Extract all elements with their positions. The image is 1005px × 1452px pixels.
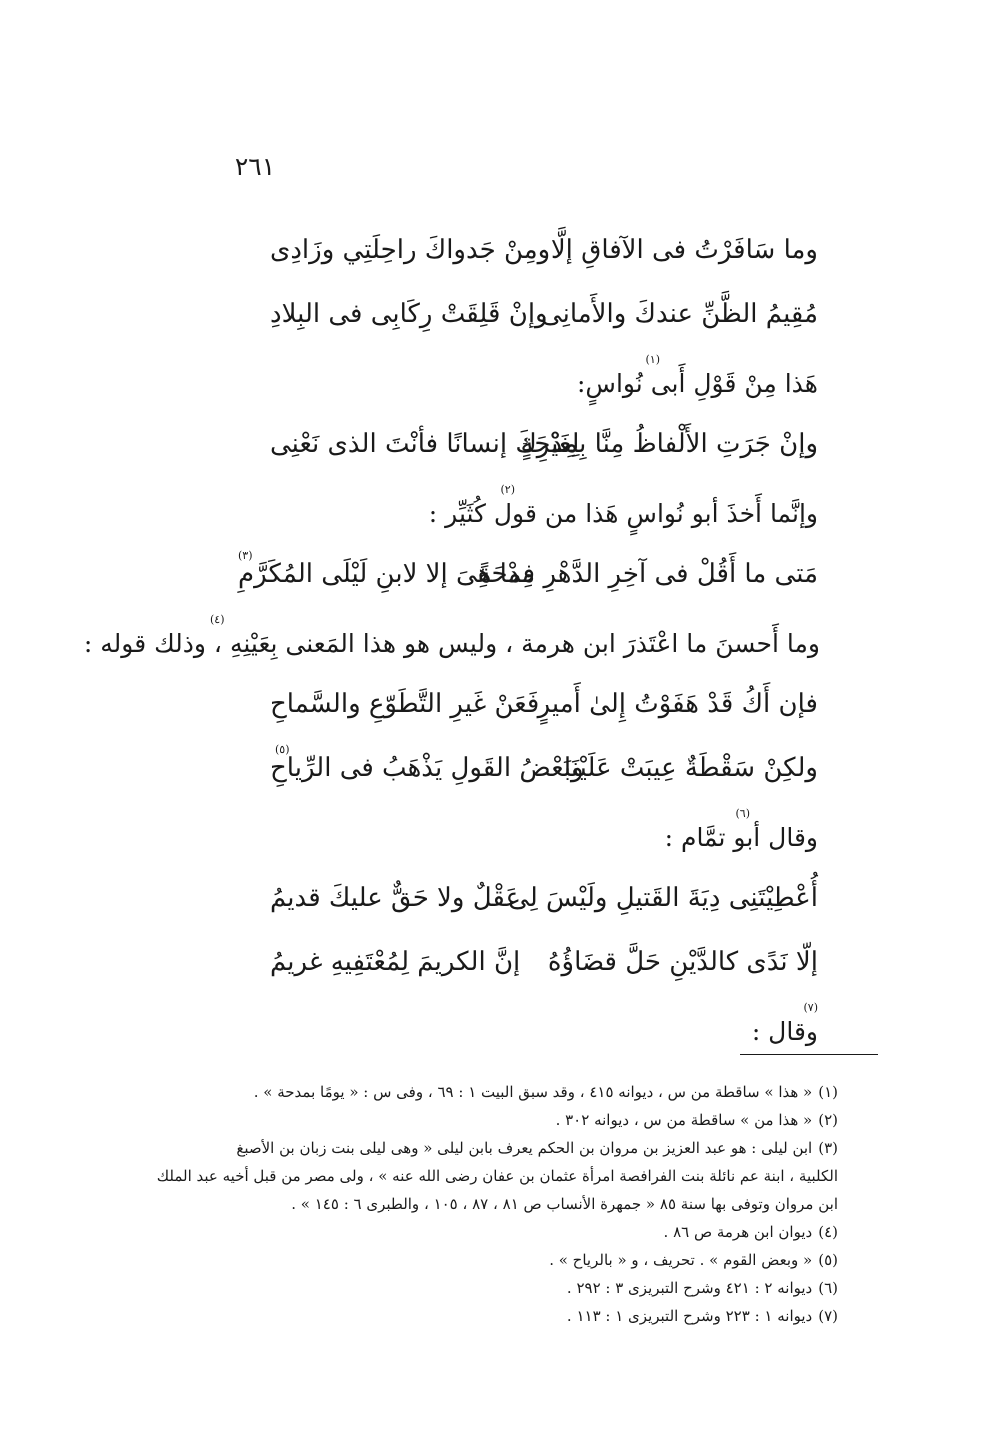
footnote-number: (٧) (818, 1307, 838, 1325)
footnote-text: الكلبية ، ابنة عم نائلة بنت الفرافصة امرأة عثمان بن عفان رضى الله عنه » ، ولى مصر من قبل أخيه عبد الملك (156, 1167, 838, 1185)
verse-second-hemistich: إنَّ الكريمَ لِمُعْتَفِيهِ غريمُ (270, 947, 521, 977)
verse-first-hemistich: إلّا نَدًى كالدَّيْنِ حَلَّ قضَاؤُهُ (547, 947, 818, 977)
prose-line (83, 613, 840, 679)
prose-text: وقال : (751, 1017, 818, 1046)
footnote-text: « وبعض القوم » . تحريف ، و « بالرياح » . (549, 1251, 813, 1269)
footnote-text: « هذا » ساقطة من س ، ديوانه ٤١٥ ، وقد سبق البيت ١ : ٦٩ ، وفى س : « يومًا بمدحة » . (253, 1083, 813, 1101)
verse-second-hemistich: فما هِىَ إلا لابنِ لَيْلَى المُكَرَّمِ (238, 559, 536, 589)
prose-text: هَذا مِنْ قَوْلِ أَبى نُواسٍ: (577, 369, 818, 398)
verse-second-hemistich: عَقْلٌ ولا حَقٌّ عليكَ قديمُ (270, 883, 522, 913)
footnote (165, 1302, 838, 1330)
prose-line (180, 483, 840, 549)
verse-line (180, 937, 840, 1001)
verse-first-hemistich: أُعْطِيْتَنِى دِيَةَ القَتيلِ ولَيْسَ لِى (508, 883, 818, 913)
footnote (165, 1106, 838, 1134)
footnote-number: (١) (818, 1083, 838, 1101)
footnote-marker: (٢) (500, 483, 515, 496)
footnote-number: (٥) (818, 1251, 838, 1269)
footnote-number: (٣) (818, 1139, 838, 1157)
footnote-continuation (156, 1162, 838, 1190)
verse-line (180, 419, 840, 483)
verse-first-hemistich: مَتى ما أَقُلْ فى آخِرِ الدَّهْرِ مِدْحَةً (477, 559, 818, 589)
verse-line (180, 289, 840, 353)
footnote-continuation (165, 1190, 838, 1218)
footnote-text: ديوان ابن هرمة ص ٨٦ . (663, 1223, 813, 1241)
verse-first-hemistich: وإنْ جَرَتِ الأَلْفاظُ مِنَّا بِمِدْحَةٍ (520, 429, 818, 459)
footnote-text: ديوانه ١ : ٢٢٣ وشرح التبريزى ١ : ١١٣ . (566, 1307, 813, 1325)
footnote (165, 1078, 838, 1106)
footnote (165, 1218, 838, 1246)
prose-text: وإنَّما أَخذَ أبو نُواسٍ هَذا من قول كُثَيِّر : (428, 499, 818, 528)
verse-line (180, 873, 840, 937)
footnote-text: ابن ليلى : هو عبد العزيز بن مروان بن الحكم يعرف بابن ليلى « وهى ليلى بنت زبان بن الأصبغ (236, 1139, 813, 1157)
verse-first-hemistich: ولكِنْ سَقْطَةٌ عِيبَتْ عَلَيْنَا (563, 753, 818, 783)
verse-line (180, 225, 840, 289)
verse-first-hemistich: مُقِيمُ الظَّنِّ عندكَ والأَمانِى (540, 299, 818, 329)
footnote (165, 1246, 838, 1274)
verse-line (180, 549, 840, 613)
prose-line (180, 1001, 840, 1067)
page-number: ٢٦١ (234, 152, 276, 181)
footnote-number: (٢) (818, 1111, 838, 1129)
footnote-text: « هذا من » ساقطة من س ، ديوانه ٣٠٢ . (555, 1111, 813, 1129)
verse-second-hemistich: وإنْ قَلِقَتْ رِكَابِى فى البِلادِ (270, 299, 548, 329)
verse-first-hemistich: فإن أَكُ قَدْ هَفَوْتُ إِلىٰ أَميرٍ (537, 689, 818, 719)
footnote-marker: (٦) (735, 807, 750, 820)
footnotes (156, 1078, 838, 1330)
footnote-text: ديوانه ٢ : ٤٢١ وشرح التبريزى ٣ : ٢٩٢ . (566, 1279, 813, 1297)
verse-second-hemistich: وبَعْضُ القَولِ يَذْهَبُ فى الرِّياحِ (270, 753, 584, 783)
footnote-marker: (١) (645, 353, 660, 366)
footnote-separator (740, 1054, 878, 1055)
footnote-marker: (٤) (210, 613, 225, 626)
verse-line (180, 679, 840, 743)
footnote-number: (٦) (818, 1279, 838, 1297)
footnote-marker: (٥) (275, 743, 290, 756)
main-text (83, 225, 840, 1067)
footnote-marker: (٧) (803, 1001, 818, 1014)
footnote (165, 1134, 838, 1162)
verse-first-hemistich: وما سَافَرْتُ فى الآفاقِ إلَّا (550, 235, 818, 265)
prose-line (180, 807, 840, 873)
footnote-text: ابن مروان وتوفى بها سنة ٨٥ « جمهرة الأنساب ص ٨١ ، ٨٧ ، ١٠٥ ، والطبرى ٦ : ١٤٥ » . (291, 1195, 838, 1213)
footnote-number: (٤) (818, 1223, 838, 1241)
prose-text: وقال أبو تمَّام : (664, 823, 818, 852)
verse-line (180, 743, 840, 807)
verse-second-hemistich: فَعَنْ غَيرِ التَّطَوّعِ والسَّماحِ (270, 689, 540, 719)
prose-line (180, 353, 840, 419)
prose-text: وما أَحسنَ ما اعْتَذرَ ابن هرمة ، وليس هو هذا المَعنى بِعَيْنِهِ ، وذلك قوله : (83, 629, 820, 658)
verse-second-hemistich: ومِنْ جَدواكَ راحِلَتِي وزَادِى (270, 235, 551, 265)
footnote-marker: (٣) (238, 549, 253, 562)
verse-second-hemistich: لِغَيْرِكَ إنسانًا فأنْتَ الذى نَعْنِى (270, 429, 580, 459)
footnote (165, 1274, 838, 1302)
